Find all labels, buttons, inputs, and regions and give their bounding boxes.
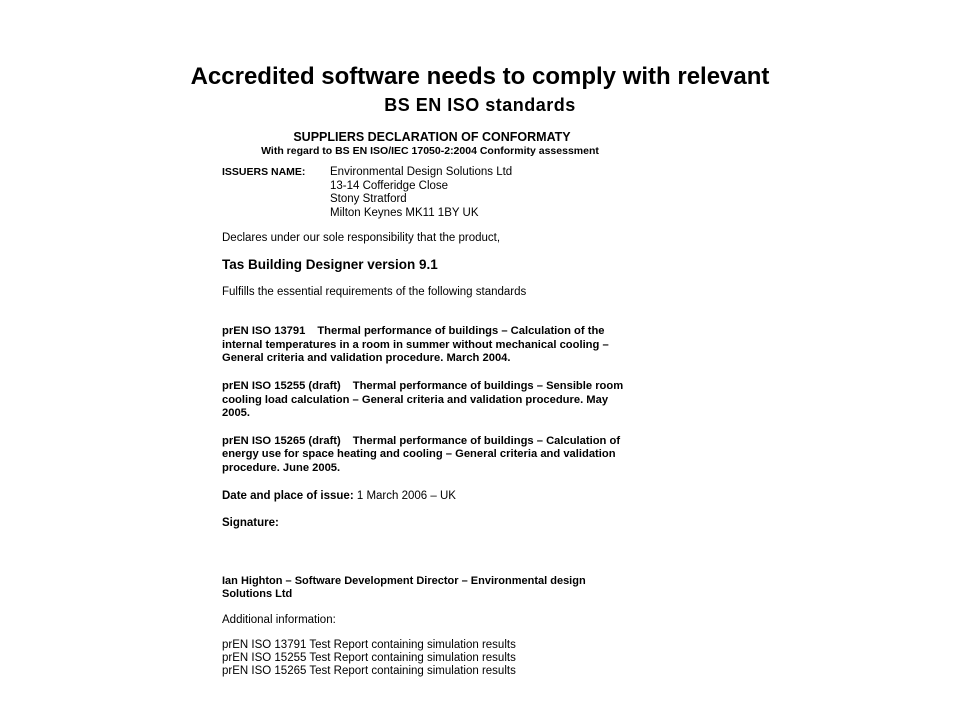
slide-title: Accredited software needs to comply with relevant — [190, 63, 770, 90]
additional-info-label: Additional information: — [222, 613, 336, 626]
issuer-label: ISSUERS NAME: — [222, 166, 306, 178]
address-line: Environmental Design Solutions Ltd — [330, 166, 513, 178]
issuer-block — [222, 166, 642, 220]
signatory: Ian Highton – Software Development Director – Environmental design Solutions Ltd — [222, 574, 586, 601]
standards-list — [222, 325, 642, 475]
fulfills-text: Fulfills the essential requirements of the following standards — [222, 285, 527, 298]
address-line: 13-14 Cofferidge Close — [330, 179, 449, 192]
standard-item — [222, 325, 632, 366]
issuer-address — [330, 166, 512, 220]
standard-text: Thermal performance of buildings – Sensible room cooling load calculation – General criteria and validation procedure. May 2005. — [222, 379, 624, 420]
report-item: prEN ISO 13791 Test Report containing simulation results — [222, 639, 516, 652]
issue-row — [222, 490, 642, 504]
report-item: prEN ISO 15265 Test Report containing simulation results — [222, 665, 516, 678]
product-name: Tas Building Designer version 9.1 — [222, 256, 438, 272]
standard-item — [222, 435, 632, 476]
address-line: Milton Keynes MK11 1BY UK — [330, 206, 479, 219]
slide-subtitle: BS EN ISO standards — [384, 95, 576, 115]
document-heading: SUPPLIERS DECLARATION OF CONFORMATY — [293, 130, 571, 144]
declaration-text: Declares under our sole responsibility that the product, — [222, 232, 501, 245]
standard-code: prEN ISO 15265 (draft) — [222, 434, 341, 447]
standard-text: Thermal performance of buildings – Calculation of the internal temperatures in a room in summer without mechanical cooling – General criteria and validation procedure. March 2004. — [222, 325, 609, 365]
document-subheading: With regard to BS EN ISO/IEC 17050-2:2004 Conformity assessment — [261, 145, 599, 157]
issue-value: 1 March 2006 – UK — [356, 489, 456, 502]
standard-item — [222, 380, 632, 421]
report-item: prEN ISO 15255 Test Report containing simulation results — [222, 652, 516, 665]
signature-label: Signature: — [222, 517, 279, 530]
issue-label: Date and place of issue: — [222, 489, 354, 502]
standard-code: prEN ISO 13791 — [222, 325, 306, 338]
standard-code: prEN ISO 15255 (draft) — [222, 379, 341, 392]
address-line: Stony Stratford — [330, 193, 407, 206]
declaration-document — [222, 130, 642, 678]
report-list — [222, 639, 642, 677]
standard-text: Thermal performance of buildings – Calculation of energy use for space heating and cooling – General criteria and validation procedure. June 2005. — [222, 434, 621, 474]
